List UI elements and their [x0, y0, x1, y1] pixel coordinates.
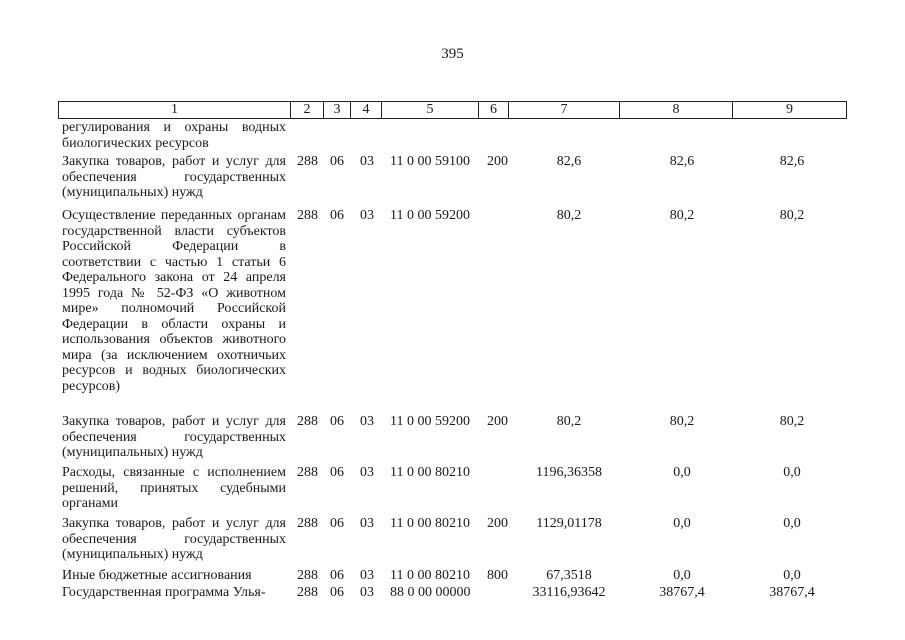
cell-subsection: 03: [360, 414, 374, 429]
cell-expense-type: 200: [487, 516, 508, 531]
cell-section: 06: [330, 465, 344, 480]
cell-amount-2: 38767,4: [659, 585, 705, 600]
cell-target-code: 11 0 00 80210: [390, 516, 470, 531]
header-col-7: 7: [509, 102, 620, 118]
cell-ministry-code: 288: [297, 208, 318, 223]
row-name: Закупка товаров, работ и услуг для обеспечения государственных (муниципальных) нужд: [62, 516, 286, 562]
cell-amount-2: 80,2: [669, 414, 695, 429]
cell-subsection: 03: [360, 516, 374, 531]
cell-target-code: 11 0 00 59100: [390, 154, 470, 169]
cell-subsection: 03: [360, 465, 374, 480]
cell-ministry-code: 288: [297, 154, 318, 169]
header-col-9: 9: [786, 102, 793, 117]
cell-expense-type: 200: [487, 414, 508, 429]
cell-subsection: 03: [360, 568, 374, 583]
cell-amount-3: 0,0: [783, 516, 801, 531]
row-name: Государственная программа Улья-: [62, 585, 266, 600]
cell-amount-2: 0,0: [673, 465, 691, 480]
row-name: Закупка товаров, работ и услуг для обеспечения государственных (муниципальных) нужд: [62, 154, 286, 200]
header-col-3: 3: [324, 102, 351, 118]
cell-ministry-code: 288: [297, 414, 318, 429]
row-name: Осуществление переданных органам государственной власти субъектов Российской Федерации в соответствии с частью 1 статьи 6 Федерального закона от 24 апреля 1995 года № 52-ФЗ «О животном мире» полномочий Российской Федерации в области охраны и использования объектов животного мира (за исключением охотничьих ресурсов и водных биологических ресурсов): [62, 208, 286, 394]
row-name: Закупка товаров, работ и услуг для обеспечения государственных (муниципальных) нужд: [62, 414, 286, 460]
cell-amount-1: 80,2: [556, 208, 582, 223]
page-number: 395: [441, 46, 464, 62]
cell-section: 06: [330, 414, 344, 429]
cell-section: 06: [330, 154, 344, 169]
cell-expense-type: 200: [487, 154, 508, 169]
cell-amount-1: 1196,36358: [536, 465, 602, 480]
cell-expense-type: 800: [487, 568, 508, 583]
cell-amount-2: 0,0: [673, 516, 691, 531]
cell-subsection: 03: [360, 208, 374, 223]
cell-target-code: 11 0 00 80210: [390, 568, 470, 583]
cell-amount-3: 0,0: [783, 568, 801, 583]
header-col-5: 5: [382, 102, 479, 118]
cell-amount-3: 82,6: [779, 154, 805, 169]
cell-amount-2: 80,2: [669, 208, 695, 223]
cell-ministry-code: 288: [297, 568, 318, 583]
cell-amount-3: 38767,4: [769, 585, 815, 600]
cell-target-code: 88 0 00 00000: [390, 585, 471, 600]
cell-amount-1: 33116,93642: [532, 585, 606, 600]
cell-section: 06: [330, 568, 344, 583]
cell-subsection: 03: [360, 154, 374, 169]
header-col-6: 6: [479, 102, 509, 118]
header-col-1: 1: [59, 102, 291, 118]
cell-ministry-code: 288: [297, 465, 318, 480]
cell-amount-3: 80,2: [779, 208, 805, 223]
header-col-2: 2: [291, 102, 324, 118]
cell-target-code: 11 0 00 59200: [390, 414, 470, 429]
cell-amount-2: 82,6: [669, 154, 695, 169]
cell-section: 06: [330, 516, 344, 531]
cell-amount-1: 67,3518: [546, 568, 592, 583]
cell-subsection: 03: [360, 585, 374, 600]
cell-amount-1: 82,6: [556, 154, 582, 169]
cell-amount-2: 0,0: [673, 568, 691, 583]
cell-amount-1: 1129,01178: [536, 516, 602, 531]
table-header-row: [58, 101, 847, 119]
row-name: Иные бюджетные ассигнования: [62, 568, 252, 583]
cell-ministry-code: 288: [297, 516, 318, 531]
cell-amount-1: 80,2: [556, 414, 582, 429]
cell-ministry-code: 288: [297, 585, 318, 600]
header-col-4: 4: [351, 102, 382, 118]
row-name: регулирования и охраны водных биологических ресурсов: [62, 120, 286, 151]
cell-target-code: 11 0 00 80210: [390, 465, 470, 480]
cell-target-code: 11 0 00 59200: [390, 208, 470, 223]
cell-section: 06: [330, 208, 344, 223]
row-name: Расходы, связанные с исполнением решений, принятых судебными органами: [62, 465, 286, 511]
cell-amount-3: 80,2: [779, 414, 805, 429]
cell-amount-3: 0,0: [783, 465, 801, 480]
header-col-8: 8: [620, 102, 733, 118]
cell-section: 06: [330, 585, 344, 600]
